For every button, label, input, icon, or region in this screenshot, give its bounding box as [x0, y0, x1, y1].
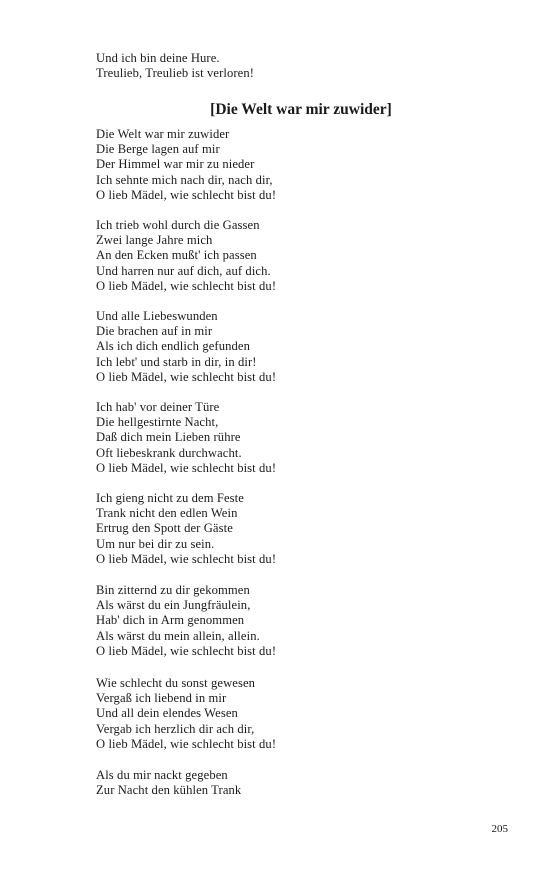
verse-line: Und alle Liebeswunden	[96, 309, 218, 323]
verse-line: Ich sehnte mich nach dir, nach dir,	[96, 172, 273, 187]
verse-line: O lieb Mädel, wie schlecht bist du!	[96, 278, 277, 293]
stanza	[96, 768, 241, 798]
verse-line: Vergab ich herzlich dir ach dir,	[96, 721, 255, 736]
intro-lines	[96, 51, 254, 81]
verse-line: Trank nicht den edlen Wein	[96, 506, 238, 521]
stanza	[96, 400, 276, 476]
verse-line: O lieb Mädel, wie schlecht bist du!	[96, 460, 277, 475]
verse-line: Und all dein elendes Wesen	[96, 706, 238, 721]
page-number: 205	[491, 823, 508, 835]
verse-line: O lieb Mädel, wie schlecht bist du!	[96, 369, 277, 384]
stanza	[96, 127, 276, 203]
verse-line: Als ich dich endlich gefunden	[96, 339, 250, 354]
verse-line: Als wärst du ein Jungfräulein,	[96, 598, 251, 613]
poem-title: [Die Welt war mir zuwider]	[210, 101, 392, 118]
verse-line: Hab' dich in Arm genommen	[96, 613, 245, 628]
verse-line: O lieb Mädel, wie schlecht bist du!	[96, 643, 277, 658]
stanza	[96, 676, 276, 752]
verse-line: Oft liebeskrank durchwacht.	[96, 445, 242, 460]
stanza	[96, 491, 276, 567]
stanza	[96, 583, 276, 659]
verse-line: Bin zitternd zu dir gekommen	[96, 583, 250, 597]
verse-line: Ich lebt' und starb in dir, in dir!	[96, 354, 257, 369]
verse-line: Die hellgestirnte Nacht,	[96, 415, 219, 430]
verse-line: O lieb Mädel, wie schlecht bist du!	[96, 551, 277, 566]
verse-line: Als du mir nackt gegeben	[96, 768, 228, 782]
verse-line: Der Himmel war mir zu nieder	[96, 157, 255, 172]
verse-line: Daß dich mein Lieben rühre	[96, 430, 241, 445]
verse-line: Ich gieng nicht zu dem Feste	[96, 491, 244, 505]
verse-line: Zwei lange Jahre mich	[96, 233, 213, 248]
verse-line: Zur Nacht den kühlen Trank	[96, 783, 242, 798]
verse-line: Um nur bei dir zu sein.	[96, 536, 215, 551]
verse-line: Wie schlecht du sonst gewesen	[96, 676, 256, 690]
verse-line: Die Berge lagen auf mir	[96, 142, 220, 157]
verse-line: An den Ecken mußt' ich passen	[96, 248, 257, 263]
verse-line: Die brachen auf in mir	[96, 324, 213, 339]
verse-line: O lieb Mädel, wie schlecht bist du!	[96, 736, 277, 751]
stanza	[96, 218, 276, 294]
verse-line: Als wärst du mein allein, allein.	[96, 628, 260, 643]
verse-line: Ich hab' vor deiner Türe	[96, 400, 220, 414]
verse-line: Und harren nur auf dich, auf dich.	[96, 263, 271, 278]
intro-line: Treulieb, Treulieb ist verloren!	[96, 66, 255, 81]
verse-line: Vergaß ich liebend in mir	[96, 691, 227, 706]
intro-line: Und ich bin deine Hure.	[96, 51, 220, 65]
verse-line: Ich trieb wohl durch die Gassen	[96, 218, 260, 232]
verse-line: Ertrug den Spott der Gäste	[96, 521, 233, 536]
verse-line: O lieb Mädel, wie schlecht bist du!	[96, 187, 277, 202]
verse-line: Die Welt war mir zuwider	[96, 127, 230, 141]
stanza	[96, 309, 276, 385]
